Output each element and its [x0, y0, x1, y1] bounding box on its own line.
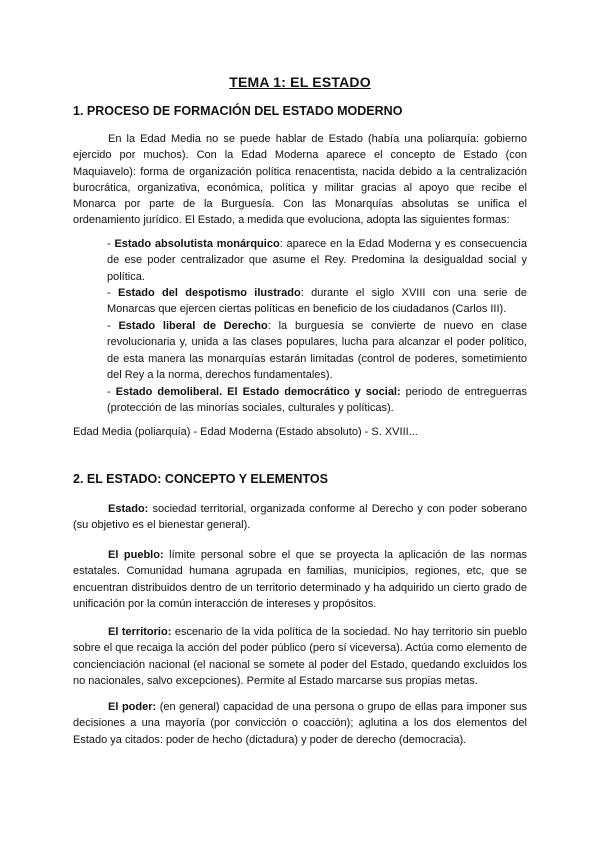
section-2-heading: 2. EL ESTADO: CONCEPTO Y ELEMENTOS [73, 472, 328, 486]
form-separator: : [267, 320, 279, 332]
timeline-line: Edad Media (poliarquía) - Edad Moderna (Estado absoluto) - S. XVIII... [73, 426, 418, 438]
page-title: TEMA 1: EL ESTADO [229, 74, 371, 90]
element-term: El pueblo: [108, 549, 164, 561]
element-description: escenario de la vida política de la sociedad. No hay territorio sin pueblo sobre el que recaiga la acción del poder público (pero sí viceversa). Actúa como elemento de concienciación nacional (el nacional se somete al poder del Estado, quedando excluidos los no nacionales, salvo excepciones). Permite al Estado marcarse sus propias metas. [73, 626, 527, 687]
element-territorio [73, 624, 527, 689]
form-term: Estado del despotismo ilustrado [118, 287, 301, 299]
form-item-demoliberal [107, 384, 527, 417]
element-description: sociedad territorial, organizada conforme al Derecho y con poder soberano (su objetivo es el bienestar general). [73, 503, 527, 532]
section-1-intro-paragraph: En la Edad Media no se puede hablar de Estado (había una poliarquía: gobierno ejercido por muchos). Con la Edad Moderna aparece el concepto de Estado (con Maquiavelo): forma de organización política renacentista, nacida debido a la centralización burocrática, organizativa, económica, política y militar gracias al apoyo que recibe el Monarca por parte de la Burguesía. Con las Monarquías absolutas se unifica el ordenamiento jurídico. El Estado, a medida que evoluciona, adopta las siguientes formas: [73, 133, 527, 227]
form-dash: - [107, 320, 119, 332]
element-description: (en general) capacidad de una persona o grupo de ellas para imponer sus decisiones a una mayoría (por convicción o coacción); aglutina a los dos elementos del Estado ya citados: poder de hecho (dictadura) y poder de derecho (democracia). [73, 701, 528, 746]
form-dash: - [107, 287, 118, 299]
form-separator: : [279, 238, 287, 250]
element-poder [73, 699, 527, 748]
form-description: periodo de entreguerras (protección de las minorías sociales, culturales y políticas). [107, 386, 527, 415]
form-term: Estado liberal de Derecho [118, 320, 268, 332]
element-term: El poder: [108, 701, 157, 713]
form-description: aparece en la Edad Moderna y es consecuencia de ese poder centralizador que asume el Rey. Predomina la desigualdad social y política. [107, 238, 527, 283]
element-term: El territorio: [108, 626, 172, 638]
element-description: límite personal sobre el que se proyecta la aplicación de las normas estatales. Comunidad humana agrupada en familias, municipios, regiones, etc, que se encuentran distribuidos dentro de un territorio determinado y ha adquirido un cierto grado de unificación por la común interacción de intereses y propósitos. [73, 549, 527, 610]
form-separator: : [300, 287, 312, 299]
form-description: durante el siglo XVIII con una serie de Monarcas que ejercen ciertas políticas en beneficio de los ciudadanos (Carlos III). [107, 287, 527, 316]
section-1-heading: 1. PROCESO DE FORMACIÓN DEL ESTADO MODERNO [73, 104, 403, 118]
form-item-absolutista [107, 236, 527, 285]
form-description: la burguesía se convierte de nuevo en clase revolucionaria y, unida a las clases populares, lucha para alcanzar el poder político, de esta manera las monarquías estarán limitadas (control de poderes, sometimiento del Rey a la norma, derechos fundamentales). [107, 320, 527, 381]
form-item-despotismo [107, 285, 527, 318]
form-term: Estado demoliberal. El Estado democrático y social: [115, 386, 401, 398]
form-dash: - [107, 238, 115, 250]
form-dash: - [107, 386, 116, 398]
element-term: Estado: [108, 503, 149, 515]
form-term: Estado absolutista monárquico [114, 238, 280, 250]
element-estado [73, 501, 527, 534]
form-item-liberal [107, 318, 527, 383]
element-pueblo [73, 547, 527, 612]
